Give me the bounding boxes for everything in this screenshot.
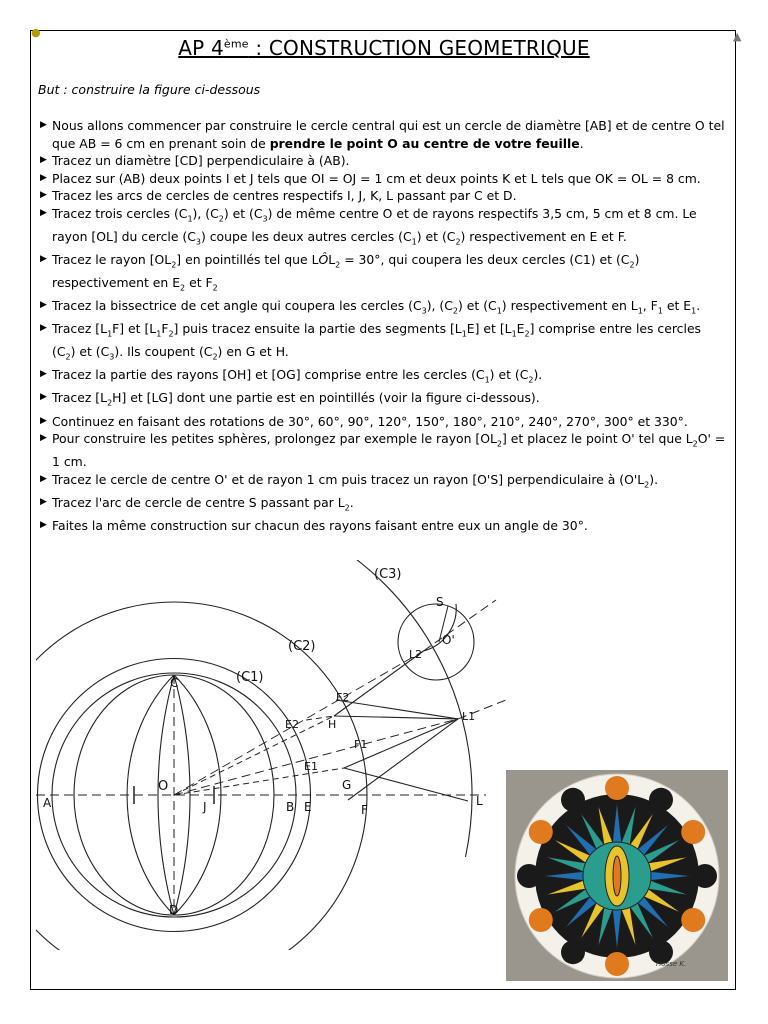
bullet-arrow-icon: ▶ xyxy=(40,155,47,166)
label-G: G xyxy=(342,778,352,792)
instruction-step: ▶ Tracez les arcs de cercles de centres respectifs I, J, K, L passant par C et D. xyxy=(40,188,517,204)
label-L1: L1 xyxy=(462,710,476,723)
bullet-arrow-icon: ▶ xyxy=(40,496,47,507)
label-J: J xyxy=(203,800,207,814)
instruction-step: ▶ Tracez $[L_2H]$ et [LG] dont une partie est en pointillés (voir la figure ci-dessous). xyxy=(40,390,540,408)
instruction-step: ▶ Nous allons commencer par construire le cercle central qui est un cercle de diamètre [AB] et de centre O tel que AB = 6 cm en prenant soin de prendre le point O au centre de votre feuille. xyxy=(40,118,725,151)
rosace-sphere xyxy=(649,788,673,812)
circle-c2 xyxy=(36,602,367,950)
bullet-arrow-icon: ▶ xyxy=(40,473,47,484)
photo-signature: Hosse K. xyxy=(656,960,687,968)
rosace-pupil xyxy=(613,856,621,896)
goal-text: But : construire la figure ci-dessous xyxy=(38,82,261,97)
construction-figure xyxy=(36,560,506,950)
label-E1: E1 xyxy=(304,760,318,773)
instruction-step: ▶ Pour construire les petites sphères, prolongez par exemple le rayon $[OL_2]$ et placez le point O' tel que $L_2O' = 1$ cm. xyxy=(40,431,726,470)
label-Op: O' xyxy=(442,633,455,647)
instruction-step: ▶ Tracez la partie des rayons [OH] et [OG] comprise entre les cercles $(C_1)$ et $(C_2)$. xyxy=(40,367,543,385)
pushpin-icon: ● xyxy=(31,26,41,39)
instruction-step: ▶ Tracez un diamètre [CD] perpendiculaire à (AB). xyxy=(40,153,350,169)
instruction-step: ▶ Tracez le rayon $[OL_2]$ en pointillés tel que $LÔL_2 = 30^\circ$, qui coupera les deux cercles (C1) et $(C_2)$ respectivement en $E_2$ et $F_2$ xyxy=(40,252,640,293)
page-title: AP 4ème : CONSTRUCTION GEOMETRIQUE xyxy=(178,36,590,60)
instruction-list xyxy=(38,117,728,535)
bullet-arrow-icon: ▶ xyxy=(40,300,47,311)
label-C: C xyxy=(170,676,179,690)
rosace-sphere xyxy=(561,788,585,812)
bullet-arrow-icon: ▶ xyxy=(40,254,47,265)
bullet-arrow-icon: ▶ xyxy=(40,433,47,444)
bullet-arrow-icon: ▶ xyxy=(40,415,47,426)
label-F1: F1 xyxy=(354,738,368,751)
bullet-arrow-icon: ▶ xyxy=(40,323,47,334)
finished-rosace-photo xyxy=(506,770,728,981)
rosace-sphere xyxy=(681,908,705,932)
bullet-arrow-icon: ▶ xyxy=(40,392,47,403)
label-F: F xyxy=(361,803,368,817)
rosace-sphere xyxy=(529,908,553,932)
label-D: D xyxy=(169,903,179,917)
instruction-step: ▶ Faites la même construction sur chacun des rayons faisant entre eux un angle de 30°. xyxy=(40,517,588,533)
bullet-arrow-icon: ▶ xyxy=(40,120,47,130)
bullet-arrow-icon: ▶ xyxy=(40,207,47,218)
instruction-step: ▶ Continuez en faisant des rotations de 30°, 60°, 90°, 120°, 150°, 180°, 210°, 240°, 270°, 300° et 330°. xyxy=(40,413,688,429)
label-E: E xyxy=(304,800,312,814)
instruction-step: ▶ Placez sur (AB) deux points I et J tels que OI = OJ = 1 cm et deux points K et L tels que OK = OL = 8 cm. xyxy=(40,170,701,186)
radius-extension xyxy=(423,600,496,651)
folded-corner-icon: ▲ xyxy=(733,30,742,43)
segment-g-l xyxy=(344,768,468,801)
label-H: H xyxy=(328,718,337,731)
rosace-sphere xyxy=(681,820,705,844)
instruction-step: ▶ Tracez $[L_1F]$ et $[L_1F_2]$ puis tracez ensuite la partie des segments $[L_1E]$ et $[L_1E_2]$ comprise entre les cercles $(C_2)$ et $(C_3)$. Ils coupent $(C_2)$ en G et H. xyxy=(40,321,702,362)
label-B: B xyxy=(286,800,295,814)
label-S: S xyxy=(436,595,444,609)
rosace-sphere xyxy=(561,940,585,964)
instruction-step: ▶ Tracez l'arc de cercle de centre S passant par $L_2$. xyxy=(40,494,354,513)
rosace-sphere xyxy=(605,952,629,976)
bullet-arrow-icon: ▶ xyxy=(40,369,47,380)
instruction-step: ▶ Tracez trois cercles $(C_1)$, $(C_2)$ et $(C_3)$ de même centre O et de rayons respectifs 3,5 cm, 5 cm et 8 cm. Le rayon [OL] du cercle $(C_3)$ coupe les deux autres cercles $(C_1)$ et $(C_2)$ respectivement en E et F. xyxy=(40,205,697,247)
bullet-arrow-icon: ▶ xyxy=(40,172,47,183)
label-L2: L2 xyxy=(409,648,423,661)
label-F2: F2 xyxy=(336,691,350,704)
label-C2: (C2) xyxy=(288,639,316,654)
instruction-step: ▶ Tracez la bissectrice de cet angle qui coupera les cercles $(C_3)$, $(C_2)$ et $(C_1)$ respectivement en $L_1$, $F_1$ et $E_1$. xyxy=(40,298,701,316)
label-L: L xyxy=(476,794,483,808)
label-C1: (C1) xyxy=(236,670,264,685)
label-O: O xyxy=(158,779,169,794)
rosace-sphere xyxy=(693,864,717,888)
bullet-arrow-icon: ▶ xyxy=(40,190,47,201)
rosace-sphere xyxy=(529,820,553,844)
label-A: A xyxy=(43,796,52,810)
rosace-drawing xyxy=(506,770,728,981)
instruction-step: ▶ Tracez le cercle de centre O' et de rayon 1 cm puis tracez un rayon [O'S] perpendiculaire à $(O'L_2)$. xyxy=(40,471,659,490)
bullet-arrow-icon: ▶ xyxy=(40,519,47,530)
rosace-sphere xyxy=(605,776,629,800)
label-E2: E2 xyxy=(285,718,299,731)
rosace-sphere xyxy=(517,864,541,888)
label-C3: (C3) xyxy=(374,567,402,582)
